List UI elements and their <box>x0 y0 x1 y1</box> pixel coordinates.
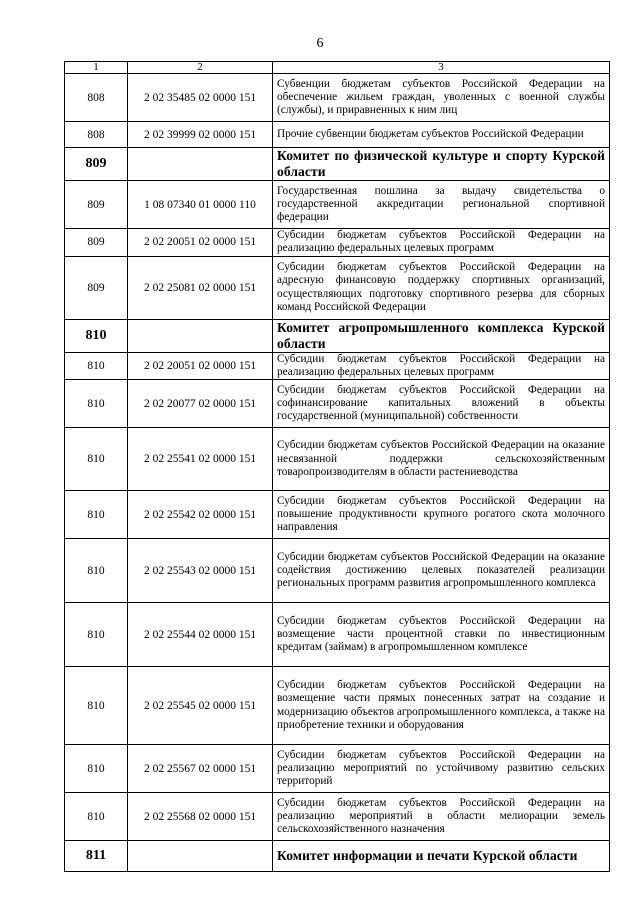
admin-code-cell: 810 <box>65 352 128 380</box>
income-name-cell: Субсидии бюджетам субъектов Российской Федерации на реализацию мероприятий по устойчивому развитию сельских территорий <box>273 745 610 793</box>
income-name-cell: Прочие субвенции бюджетам субъектов Российской Федерации <box>273 122 610 148</box>
admin-code-cell: 810 <box>65 539 128 603</box>
page-number: 6 <box>316 36 324 51</box>
admin-code-cell: 808 <box>65 74 128 122</box>
budget-code-cell: 1 08 07340 01 0000 110 <box>128 181 273 229</box>
admin-code-cell: 808 <box>65 122 128 148</box>
budget-classification-table <box>64 61 610 872</box>
header-col-3: 3 <box>273 62 610 74</box>
table-row <box>65 793 610 841</box>
income-name-cell: Субсидии бюджетам субъектов Российской Федерации на софинансирование капитальных вложений в объекты государственной (муниципальной) собственности <box>273 380 610 428</box>
table-row <box>65 74 610 122</box>
committee-row <box>65 148 610 181</box>
budget-code-cell <box>128 148 273 181</box>
table-row <box>65 603 610 667</box>
budget-code-cell: 2 02 25567 02 0000 151 <box>128 745 273 793</box>
committee-row <box>65 319 610 352</box>
income-name-cell: Субсидии бюджетам субъектов Российской Федерации на оказание несвязанной поддержки сельскохозяйственным товаропроизводителям в области растениеводства <box>273 428 610 491</box>
table-row <box>65 380 610 428</box>
table-row <box>65 667 610 745</box>
admin-code-cell: 811 <box>65 841 128 872</box>
income-name-cell: Комитет по физической культуре и спорту Курской области <box>273 148 610 181</box>
admin-code-cell: 809 <box>65 181 128 229</box>
table-row <box>65 122 610 148</box>
table-row <box>65 539 610 603</box>
committee-row <box>65 841 610 872</box>
header-col-2: 2 <box>128 62 273 74</box>
admin-code-cell: 809 <box>65 148 128 181</box>
header-col-1: 1 <box>65 62 128 74</box>
income-name-cell: Субсидии бюджетам субъектов Российской Федерации на повышение продуктивности крупного рогатого скота молочного направления <box>273 491 610 539</box>
income-name-cell: Субсидии бюджетам субъектов Российской Федерации на реализацию мероприятий в области мелиорации земель сельскохозяйственного назначения <box>273 793 610 841</box>
income-name-cell: Субсидии бюджетам субъектов Российской Федерации на оказание содействия достижению целевых показателей реализации региональных программ развития агропромышленного комплекса <box>273 539 610 603</box>
budget-code-cell: 2 02 25081 02 0000 151 <box>128 256 273 319</box>
admin-code-cell: 810 <box>65 603 128 667</box>
table-row <box>65 256 610 319</box>
budget-code-cell: 2 02 20051 02 0000 151 <box>128 352 273 380</box>
income-name-cell: Субсидии бюджетам субъектов Российской Федерации на реализацию федеральных целевых программ <box>273 229 610 257</box>
budget-code-cell: 2 02 25542 02 0000 151 <box>128 491 273 539</box>
income-name-cell: Субвенции бюджетам субъектов Российской Федерации на обеспечение жильем граждан, уволенных с военной службы (службы), и приравненных к ним лиц <box>273 74 610 122</box>
income-name-cell: Субсидии бюджетам субъектов Российской Федерации на возмещение части процентной ставки по инвестиционным кредитам (займам) в агропромышленном комплексе <box>273 603 610 667</box>
income-name-cell: Комитет агропромышленного комплекса Курской области <box>273 319 610 352</box>
budget-code-cell: 2 02 39999 02 0000 151 <box>128 122 273 148</box>
table-row <box>65 491 610 539</box>
income-name-cell: Комитет информации и печати Курской области <box>273 841 610 872</box>
income-name-cell: Субсидии бюджетам субъектов Российской Федерации на адресную финансовую поддержку спортивных организаций, осуществляющих подготовку спортивного резерва для сборных команд Российской Федерации <box>273 256 610 319</box>
budget-code-cell: 2 02 20051 02 0000 151 <box>128 229 273 257</box>
admin-code-cell: 810 <box>65 667 128 745</box>
admin-code-cell: 809 <box>65 229 128 257</box>
budget-code-cell <box>128 841 273 872</box>
table-row <box>65 428 610 491</box>
budget-code-cell: 2 02 35485 02 0000 151 <box>128 74 273 122</box>
budget-code-cell: 2 02 20077 02 0000 151 <box>128 380 273 428</box>
income-name-cell: Государственная пошлина за выдачу свидетельства о государственной аккредитации региональной спортивной федерации <box>273 181 610 229</box>
table-row <box>65 181 610 229</box>
budget-code-cell <box>128 319 273 352</box>
budget-code-cell: 2 02 25544 02 0000 151 <box>128 603 273 667</box>
table-row <box>65 229 610 257</box>
budget-code-cell: 2 02 25545 02 0000 151 <box>128 667 273 745</box>
admin-code-cell: 810 <box>65 491 128 539</box>
table-row <box>65 745 610 793</box>
income-name-cell: Субсидии бюджетам субъектов Российской Федерации на возмещение части прямых понесенных затрат на создание и модернизацию объектов агропромышленного комплекса, а также на приобретение техники и оборудования <box>273 667 610 745</box>
budget-code-cell: 2 02 25541 02 0000 151 <box>128 428 273 491</box>
budget-code-cell: 2 02 25568 02 0000 151 <box>128 793 273 841</box>
admin-code-cell: 810 <box>65 380 128 428</box>
admin-code-cell: 810 <box>65 319 128 352</box>
admin-code-cell: 809 <box>65 256 128 319</box>
table-row <box>65 352 610 380</box>
admin-code-cell: 810 <box>65 428 128 491</box>
income-name-cell: Субсидии бюджетам субъектов Российской Федерации на реализацию федеральных целевых программ <box>273 352 610 380</box>
admin-code-cell: 810 <box>65 745 128 793</box>
header-row <box>65 62 610 74</box>
admin-code-cell: 810 <box>65 793 128 841</box>
budget-code-cell: 2 02 25543 02 0000 151 <box>128 539 273 603</box>
